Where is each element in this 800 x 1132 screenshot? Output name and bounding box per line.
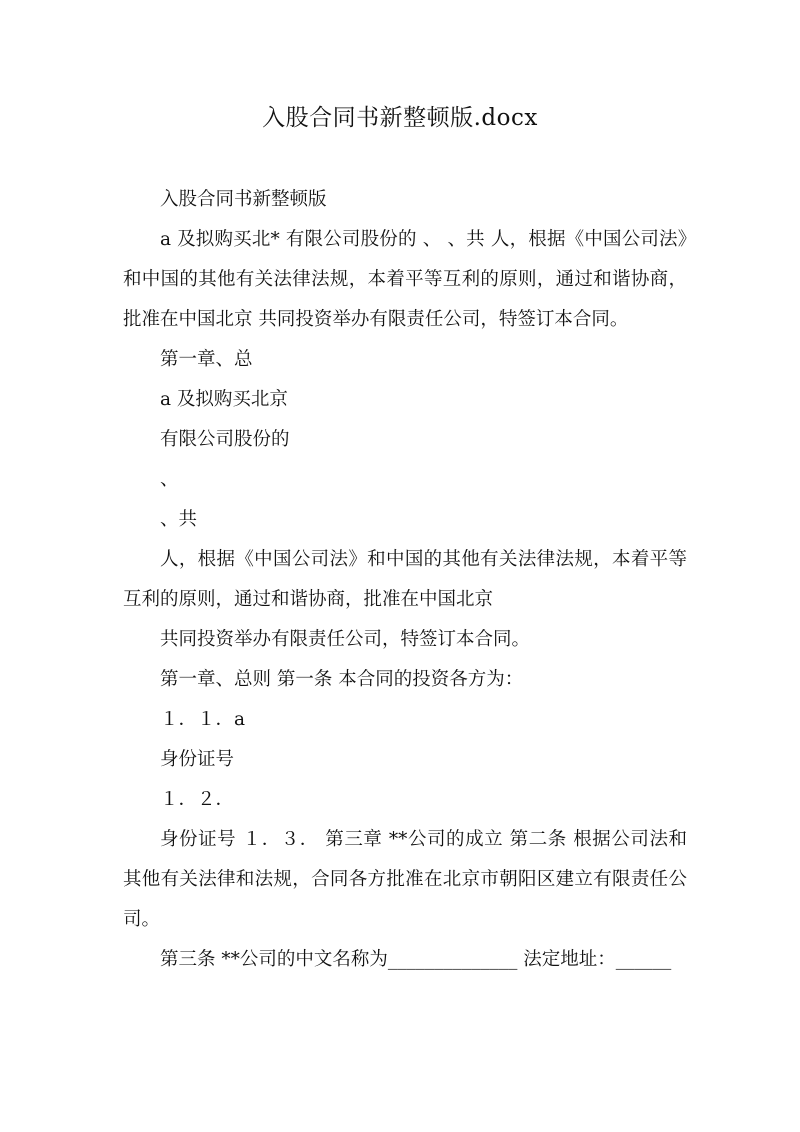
paragraph: 身份证号 １．３． 第三章 **公司的成立 第二条 根据公司法和其他有关法律和法规，合同各方批准在北京市朝阳区建立有限责任公司。 xyxy=(123,829,687,930)
paragraph: a 及拟购买北* 有限公司股份的 、 、共 人，根据《中国公司法》和中国的其他有关法律法规，本着平等互利的原则，通过和谐协商，批准在中国北京 共同投资举办有限责任公司，特签订本合同。 xyxy=(123,229,687,330)
paragraph: 、共 xyxy=(160,509,198,530)
document-body xyxy=(123,180,687,980)
paragraph: 有限公司股份的 xyxy=(160,429,290,450)
document-title: 入股合同书新整顿版.docx xyxy=(262,105,538,131)
paragraph: １．２． xyxy=(160,789,235,810)
paragraph: 第一章、总则 第一条 本合同的投资各方为： xyxy=(160,669,524,690)
paragraph: 第三条 **公司的中文名称为______________ 法定地址：______ xyxy=(160,949,672,970)
paragraph: 入股合同书新整顿版 xyxy=(160,189,327,210)
paragraph: 人，根据《中国公司法》和中国的其他有关法律法规，本着平等互利的原则，通过和谐协商，批准在中国北京 xyxy=(123,549,687,610)
paragraph: １．１．a xyxy=(160,709,246,730)
paragraph: 共同投资举办有限责任公司，特签订本合同。 xyxy=(160,629,531,650)
paragraph: 、 xyxy=(160,469,179,490)
paragraph: 身份证号 xyxy=(160,749,235,770)
paragraph: a 及拟购买北京 xyxy=(160,389,288,410)
paragraph: 第一章、总 xyxy=(160,349,253,370)
